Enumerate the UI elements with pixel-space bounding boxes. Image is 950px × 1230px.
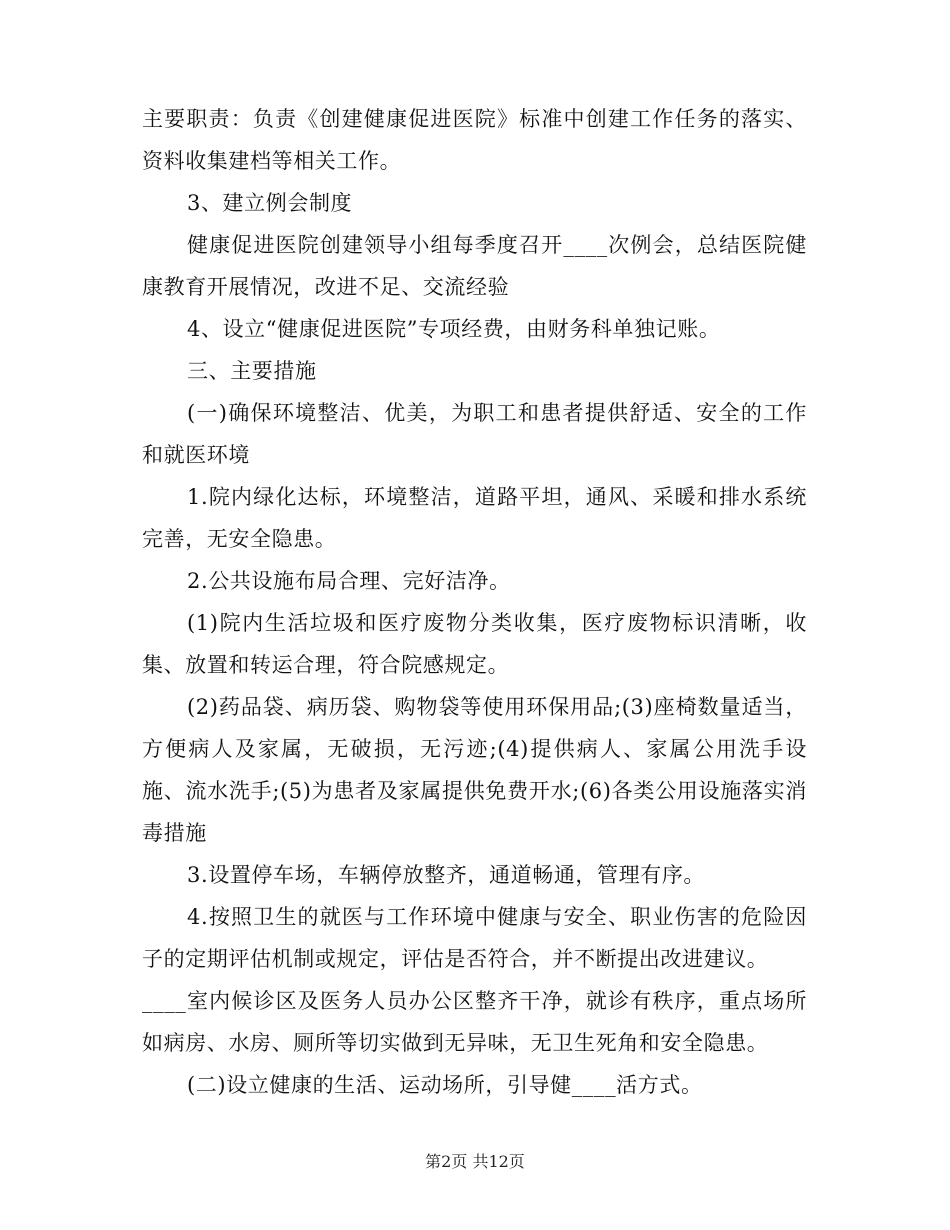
page-footer: 第2页 共12页 <box>425 1152 525 1171</box>
paragraph-duties: 主要职责：负责《创建健康促进医院》标准中创建工作任务的落实、资料收集建档等相关工作。 <box>142 107 807 173</box>
subsection-heading-environment: (一)确保环境整洁、优美，为职工和患者提供舒适、安全的工作和就医环境 <box>142 401 807 467</box>
subsection-heading-lifestyle: (二)设立健康的生活、运动场所，引导健____活方式。 <box>187 1073 703 1097</box>
paragraph-meeting-body: 健康促进医院创建领导小组每季度召开____次例会，总结医院健康教育开展情况，改进不足、交流经验 <box>142 233 807 299</box>
document-body <box>142 98 807 1106</box>
paragraph-waste: (1)院内生活垃圾和医疗废物分类收集，医疗废物标识清晰，收集、放置和转运合理，符合院感规定。 <box>142 611 807 677</box>
paragraph-waiting-area: ____室内候诊区及医务人员办公区整齐干净，就诊有秩序，重点场所如病房、水房、厕所等切实做到无异味，无卫生死角和安全隐患。 <box>142 989 807 1055</box>
section-heading-measures: 三、主要措施 <box>187 359 317 383</box>
paragraph-meeting-heading: 3、建立例会制度 <box>187 191 353 215</box>
paragraph-facilities: 2.公共设施布局合理、完好洁净。 <box>187 569 511 593</box>
paragraph-greening: 1.院内绿化达标，环境整洁，道路平坦，通风、采暖和排水系统完善，无安全隐患。 <box>142 485 807 551</box>
paragraph-supplies: (2)药品袋、病历袋、购物袋等使用环保用品;(3)座椅数量适当，方便病人及家属，无破损，无污迹;(4)提供病人、家属公用洗手设施、流水洗手;(5)为患者及家属提供免费开水;(6)各类公用设施落实消毒措施 <box>142 695 807 845</box>
paragraph-parking: 3.设置停车场，车辆停放整齐，通道畅通，管理有序。 <box>187 863 706 887</box>
paragraph-assessment: 4.按照卫生的就医与工作环境中健康与安全、职业伤害的危险因子的定期评估机制或规定，评估是否符合，并不断提出改进建议。 <box>142 905 807 971</box>
paragraph-funding: 4、设立“健康促进医院”专项经费，由财务科单独记账。 <box>187 317 721 341</box>
